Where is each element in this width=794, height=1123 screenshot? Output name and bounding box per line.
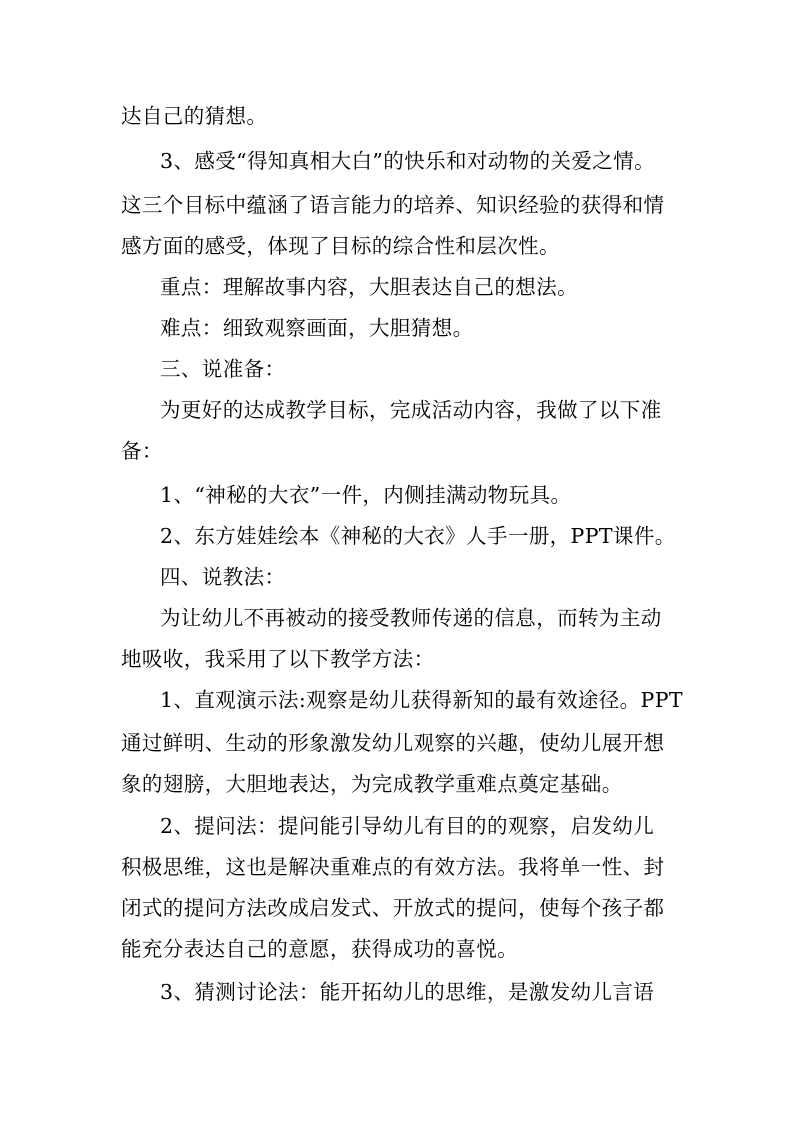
text-line: 感方面的感受，体现了目标的综合性和层次性。 <box>121 234 560 258</box>
text-line: 1、直观演示法:观察是幼儿获得新知的最有效途径。PPT <box>160 688 684 712</box>
text-line: 备： <box>121 439 163 463</box>
text-line: 地吸收，我采用了以下教学方法： <box>121 647 435 671</box>
text-line: 为让幼儿不再被动的接受教师传递的信息，而转为主动 <box>160 606 662 630</box>
text-line: 积极思维，这也是解决重难点的有效方法。我将单一性、封 <box>121 855 665 879</box>
text-line: 能充分表达自己的意愿，获得成功的喜悦。 <box>121 937 519 961</box>
text-line: 闭式的提问方法改成启发式、开放式的提问，使每个孩子都 <box>121 896 665 920</box>
text-line: 3、猜测讨论法：能开拓幼儿的思维，是激发幼儿言语 <box>160 980 655 1004</box>
text-line: 难点：细致观察画面，大胆猜想。 <box>160 316 474 340</box>
text-line: 达自己的猜想。 <box>121 104 268 128</box>
text-line: 象的翅膀，大胆地表达，为完成教学重难点奠定基础。 <box>121 772 623 796</box>
text-line: 为更好的达成教学目标，完成活动内容，我做了以下准 <box>160 398 662 422</box>
text-line: 通过鲜明、生动的形象激发幼儿观察的兴趣，使幼儿展开想 <box>121 731 665 755</box>
section-heading: 三、说准备： <box>160 357 286 381</box>
text-line: 3、感受“得知真相大白”的快乐和对动物的关爱之情。 <box>160 149 656 173</box>
text-line: 2、东方娃娃绘本《神秘的大衣》人手一册，PPT课件。 <box>160 524 676 548</box>
section-heading: 四、说教法： <box>160 565 286 589</box>
text-line: 2、提问法：提问能引导幼儿有目的的观察，启发幼儿 <box>160 814 655 838</box>
text-line: 这三个目标中蕴涵了语言能力的培养、知识经验的获得和情 <box>121 193 665 217</box>
text-line: 重点：理解故事内容，大胆表达自己的想法。 <box>160 275 578 299</box>
text-line: 1、“神秘的大衣”一件，内侧挂满动物玩具。 <box>160 483 572 507</box>
